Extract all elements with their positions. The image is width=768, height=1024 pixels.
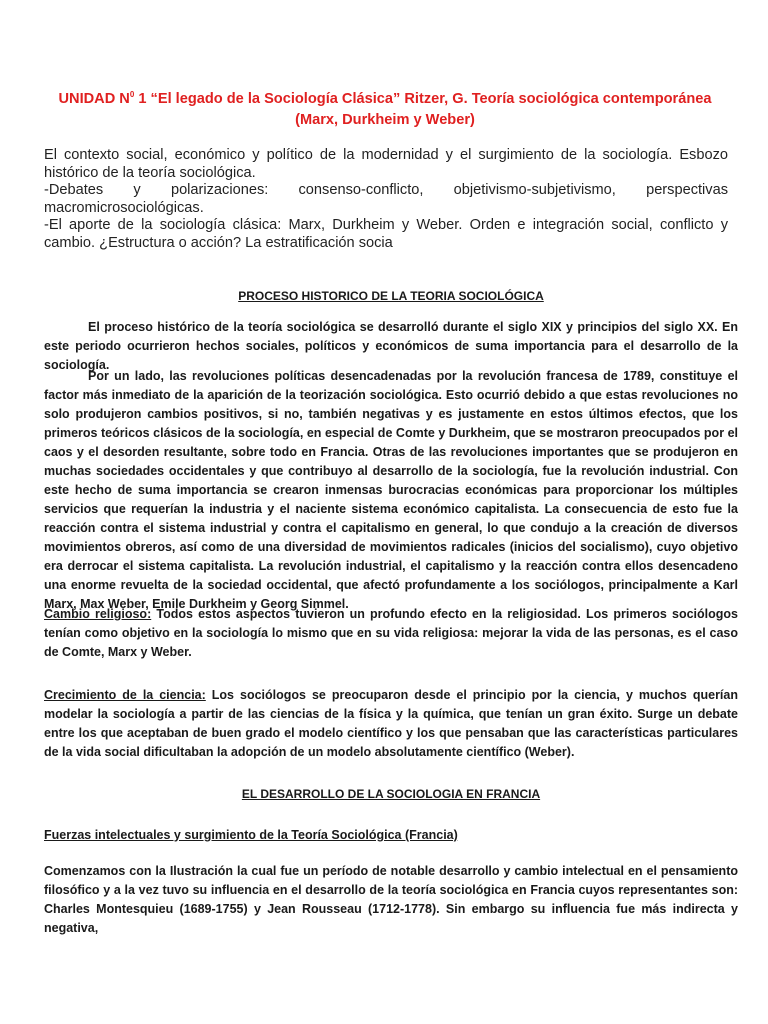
paragraph-text: Por un lado, las revoluciones políticas desencadenadas por la revolución francesa de 1789, constituye el factor más inmediato de la aparición de la teorización sociológica. Esto ocurrió debido a que estas revoluciones no solo produjeron cambios positivos, si no, también negativas y es justamente en estos últimos efectos, que los primeros teóricos clásicos de la sociología, en especial de Comte y Durkheim, que se mostraron preocupados por el caos y el desorden resultante, sobre todo en Francia. Otras de las revoluciones importantes que se produjeron en muchas sociedades occidentales y que contribuyo al desarrollo de la sociología, fue la revolución industrial. Con este hecho de suma importancia se crearon inmensas burocracias económicas para proporcionar los múltiples servicios que requerían la industria y el naciente sistema económico capitalista. La consecuencia de esto fue la reacción contra el sistema industrial y contra el capitalismo en general, lo que condujo a la creación de diversos movimientos obreros, así como de una diversidad de movimientos radicales (inicios del socialismo), cuyo objetivo era derrocar el sistema capitalista. La revolución industrial, el capitalismo y la reacción contra ellos desencadeno una enorme revuelta de la sociedad occidental, que afectó profundamente a los sociólogos, principalmente a Karl Marx, Max Weber, Emile Durkheim y Georg Simmel. xyxy=(44,369,738,611)
title-superscript: 0 xyxy=(129,90,135,100)
intro-paragraph-3: -El aporte de la sociología clásica: Marx, Durkheim y Weber. Orden e integración social, conflicto y cambio. ¿Estructura o acción? La estratificación socia xyxy=(44,217,728,251)
paragraph-text: Todos estos aspectos tuvieron un profundo efecto en la religiosidad. Los primeros sociólogos tenían como objetivo en la sociología lo mismo que en su vida religiosa: mejorar la vida de las personas, es el caso de Comte, Marx y Weber. xyxy=(44,607,738,659)
title-prefix: UNIDAD N xyxy=(58,91,130,107)
paragraph-text: Los sociólogos se preocuparon desde el principio por la ciencia, y muchos querían modelar la sociología a partir de las ciencias de la física y la química, que tenían un gran éxito. Surge un debate entre los que aceptaban de buen grado el modelo científico y los que pensaban que las características particulares de la vida social dificultaban la adopción de un modelo absolutamente científico (Weber). xyxy=(44,688,738,759)
section1-paragraph-cambio-religioso xyxy=(44,605,738,662)
section1-paragraph-crecimiento-ciencia xyxy=(44,686,738,762)
title-line-1 xyxy=(40,89,730,110)
inline-label-cambio-religioso: Cambio religioso: xyxy=(44,607,152,621)
intro-paragraph-2-line-2: macromicrosociológicas. xyxy=(44,199,204,216)
section-heading-francia: EL DESARROLLO DE LA SOCIOLOGIA EN FRANCIA xyxy=(241,787,541,801)
document-title xyxy=(40,89,730,131)
intro-block xyxy=(44,147,728,252)
section1-paragraph-2 xyxy=(44,367,738,614)
title-line-2: (Marx, Durkheim y Weber) xyxy=(295,112,475,128)
inline-label-crecimiento-ciencia: Crecimiento de la ciencia: xyxy=(44,688,206,702)
section2-paragraph-1 xyxy=(44,862,738,938)
subheading-fuerzas-intelectuales: Fuerzas intelectuales y surgimiento de la Teoría Sociológica (Francia) xyxy=(44,828,458,842)
section-heading-proceso: PROCESO HISTORICO DE LA TEORIA SOCIOLÓGICA xyxy=(238,289,544,303)
paragraph-text: Comenzamos con la Ilustración la cual fue un período de notable desarrollo y cambio intelectual en el pensamiento filosófico y a la vez tuvo su influencia en el desarrollo de la teoría sociológica en Francia cuyos representantes son: Charles Montesquieu (1689-1755) y Jean Rousseau (1712-1778). Sin embargo su influencia fue más indirecta y negativa, xyxy=(44,864,738,935)
intro-paragraph-1: El contexto social, económico y político de la modernidad y el surgimiento de la sociología. Esbozo histórico de la teoría sociológica. xyxy=(44,147,728,181)
title-rest: 1 “El legado de la Sociología Clásica” Ritzer, G. Teoría sociológica contemporánea xyxy=(134,91,712,107)
intro-paragraph-2-line-1: -Debates y polarizaciones: consenso-conflicto, objetivismo-subjetivismo, perspectivas xyxy=(44,182,728,198)
paragraph-text: El proceso histórico de la teoría sociológica se desarrolló durante el siglo XIX y principios del siglo XX. En este periodo ocurrieron hechos sociales, políticos y económicos de suma importancia para el desarrollo de la sociología. xyxy=(44,320,738,372)
